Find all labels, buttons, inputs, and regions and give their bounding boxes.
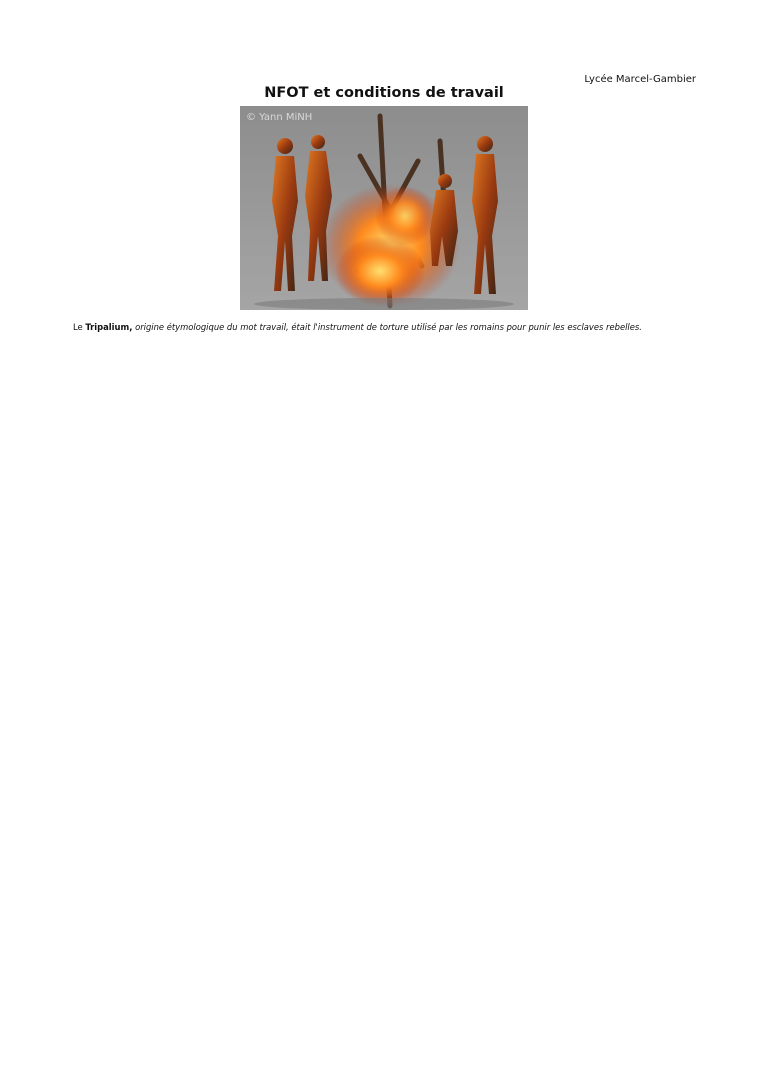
tripalium-image-icon	[240, 106, 528, 310]
caption-term: Tripalium,	[85, 322, 133, 332]
page-title: NFOT et conditions de travail	[264, 85, 504, 101]
tripalium-illustration	[240, 106, 528, 310]
caption-prefix: Le	[73, 322, 86, 332]
school-name: Lycée Marcel-Gambier	[584, 74, 696, 85]
figure-caption	[73, 322, 713, 332]
caption-text: origine étymologique du mot travail, était l'instrument de torture utilisé par les romains pour punir les esclaves rebelles.	[132, 322, 642, 332]
watermark: © Yann MiNH	[246, 112, 313, 123]
